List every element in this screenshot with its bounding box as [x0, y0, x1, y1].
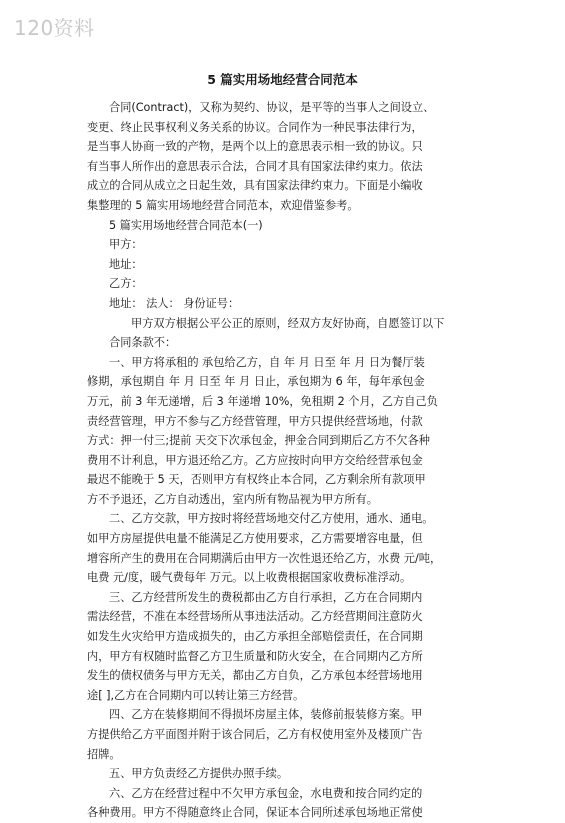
text-line: 增容所产生的费用在合同期满后由甲方一次性退还给乙方，水费 元/吨， [87, 551, 442, 565]
text-line: 甲方： [109, 238, 143, 252]
document-body [87, 98, 481, 823]
text-line: 地址： [109, 257, 143, 271]
text-line: 5 篇实用场地经营合同范本(一) [109, 218, 263, 232]
text-line: 招牌。 [87, 747, 121, 761]
text-line: 万元，前 3 年无递增，后 3 年递增 10%，免租期 2 个月，乙方自己负 [87, 394, 438, 408]
text-line: 一、甲方将承租的 承包给乙方，自 年 月 日至 年 月 日为餐厅装 [109, 355, 425, 369]
text-line: 各种费用。甲方不得随意终止合同，保证本合同所述承包场地正常使 [87, 806, 423, 820]
text-line: 合同条款不： [109, 336, 177, 350]
text-line: 方不予退还，乙方自动透出，室内所有物品视为甲方所有。 [87, 492, 378, 506]
text-line: 如甲方房屋提供电量不能满足乙方使用要求，乙方需要增容电量，但 [87, 532, 423, 546]
text-line: 责经营管理，甲方不参与乙方经营管理，甲方只提供经营场地，付款 [87, 414, 423, 428]
text-line: 地址： 法人： 身份证号： [109, 296, 240, 310]
text-line: 三、乙方经营所发生的费税都由乙方自行承担，乙方在合同期内 [109, 590, 423, 604]
text-line: 途[ ],乙方在合同期内可以转让第三方经营。 [87, 688, 305, 702]
text-line: 电费 元/度，暖气费每年 万元。以上收费根据国家收费标准浮动。 [87, 571, 412, 585]
text-line: 四、乙方在装修期间不得损坏房屋主体，装修前报装修方案。甲 [109, 708, 423, 722]
text-line: 方提供给乙方平面图并附于该合同后，乙方有权使用室外及楼顶广告 [87, 728, 423, 741]
document-title: 5 篇实用场地经营合同范本 [207, 72, 358, 87]
text-line: 如发生火灾给甲方造成损失的，由乙方承担全部赔偿责任，在合同期 [87, 630, 423, 644]
text-line: 合同(Contract)，又称为契约、协议，是平等的当事人之间设立、 [109, 101, 435, 114]
watermark-logo: 120资料 [14, 16, 95, 40]
text-line: 方式：押一付三;提前 天交下次承包金，押金合同到期后乙方不欠各种 [87, 434, 430, 448]
text-line: 是当事人协商一致的产物，是两个以上的意思表示相一致的协议。只 [87, 140, 423, 154]
text-line: 二、乙方交款，甲方按时将经营场地交付乙方使用，通水、通电。 [109, 512, 434, 526]
text-line: 发生的债权债务与甲方无关，都由乙方自负，乙方承包本经营场地用 [87, 669, 423, 683]
text-line: 集整理的 5 篇实用场地经营合同范本，欢迎借鉴参考。 [87, 198, 359, 212]
text-line: 六、乙方在经营过程中不欠甲方承包金，水电费和按合同约定的 [109, 786, 423, 800]
text-line: 有当事人所作出的意思表示合法，合同才具有国家法律约束力。依法 [87, 159, 423, 173]
text-line: 五、甲方负责经乙方提供办照手续。 [109, 767, 289, 781]
text-line: 内，甲方有权随时监督乙方卫生质量和防火安全，在合同期内乙方所 [87, 649, 423, 663]
text-line: 费用不计利息，甲方退还给乙方。乙方应按时向甲方交给经营承包金 [87, 453, 423, 467]
text-line: 需法经营，不准在本经营场所从事违法活动。乙方经营期间注意防火 [87, 610, 423, 624]
text-line: 最迟不能晚于 5 天，否则甲方有权终止本合同，乙方剩余所有款项甲 [87, 473, 426, 487]
text-line: 成立的合同从成立之日起生效，具有国家法律约束力。下面是小编收 [87, 179, 423, 193]
text-line: 甲方双方根据公平公正的原则，经双方友好协商，自愿签订以下 [131, 316, 445, 330]
text-line: 乙方： [109, 277, 143, 291]
text-line: 变更、终止民事权利义务关系的协议。合同作为一种民事法律行为， [87, 120, 423, 134]
text-line: 修期，承包期自 年 月 日至 年 月 日止，承包期为 6 年，每年承包金 [87, 375, 425, 389]
